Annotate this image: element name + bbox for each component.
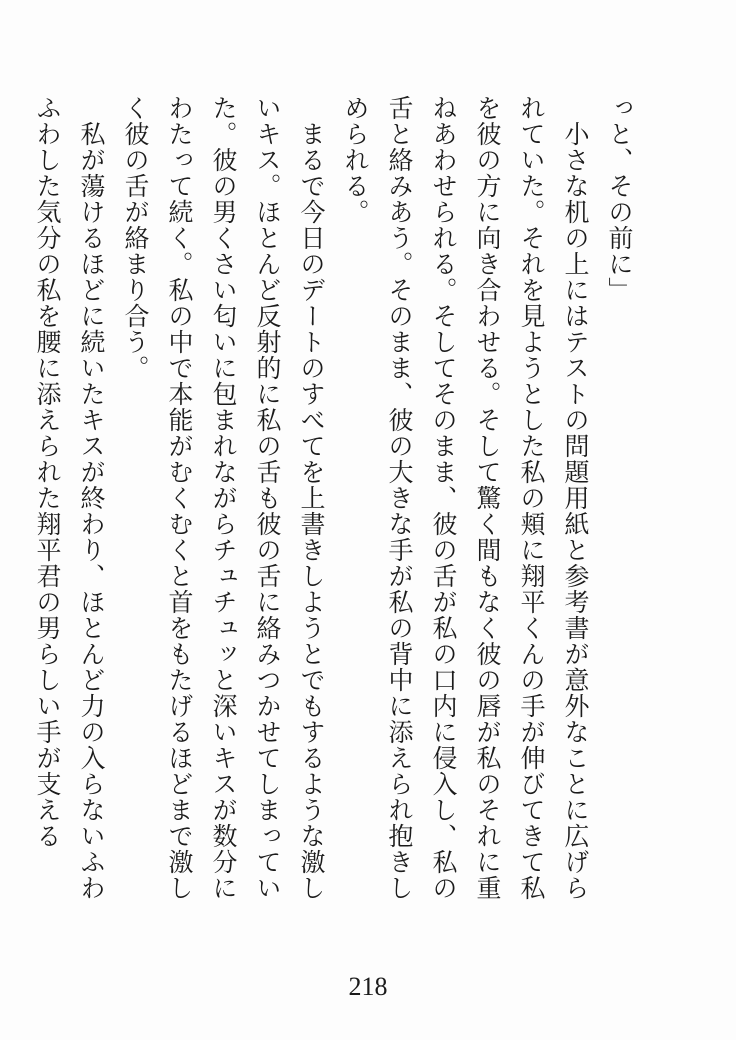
text-line: ねあわせられる。そしてそのまま、彼の舌が私の口内に侵入し、私の xyxy=(429,95,458,901)
vertical-text-block xyxy=(33,95,641,957)
text-line: っと、その前に」 xyxy=(605,95,634,303)
text-line: 私が蕩けるほどに続いたキスが終わり、ほとんど力の入らないふわ xyxy=(77,95,106,901)
text-line: まるで今日のデートのすべてを上書きしようとでもするような激し xyxy=(297,95,326,901)
text-line: 小さな机の上にはテストの問題用紙と参考書が意外なことに広げら xyxy=(561,95,590,901)
text-line: わたって続く。私の中で本能がむくむくと首をもたげるほどまで激し xyxy=(165,95,194,901)
text-line: れていた。それを見ようとした私の頬に翔平くんの手が伸びてきて私 xyxy=(517,95,546,901)
text-line: た。彼の男くさい匂いに包まれながらチュチュッと深いキスが数分に xyxy=(209,95,238,901)
text-line: く彼の舌が絡まり合う。 xyxy=(121,95,150,381)
text-line: ふわした気分の私を腰に添えられた翔平君の男らしい手が支える xyxy=(33,95,62,849)
page-number: 218 xyxy=(348,972,388,1001)
text-line: 舌と絡みあう。そのまま、彼の大きな手が私の背中に添えられ抱きし xyxy=(385,95,414,901)
text-line: められる。 xyxy=(341,95,370,225)
text-line: いキス。ほとんど反射的に私の舌も彼の舌に絡みつかせてしまってい xyxy=(253,95,282,901)
text-line: を彼の方に向き合わせる。そして驚く間もなく彼の唇が私のそれに重 xyxy=(473,95,502,901)
